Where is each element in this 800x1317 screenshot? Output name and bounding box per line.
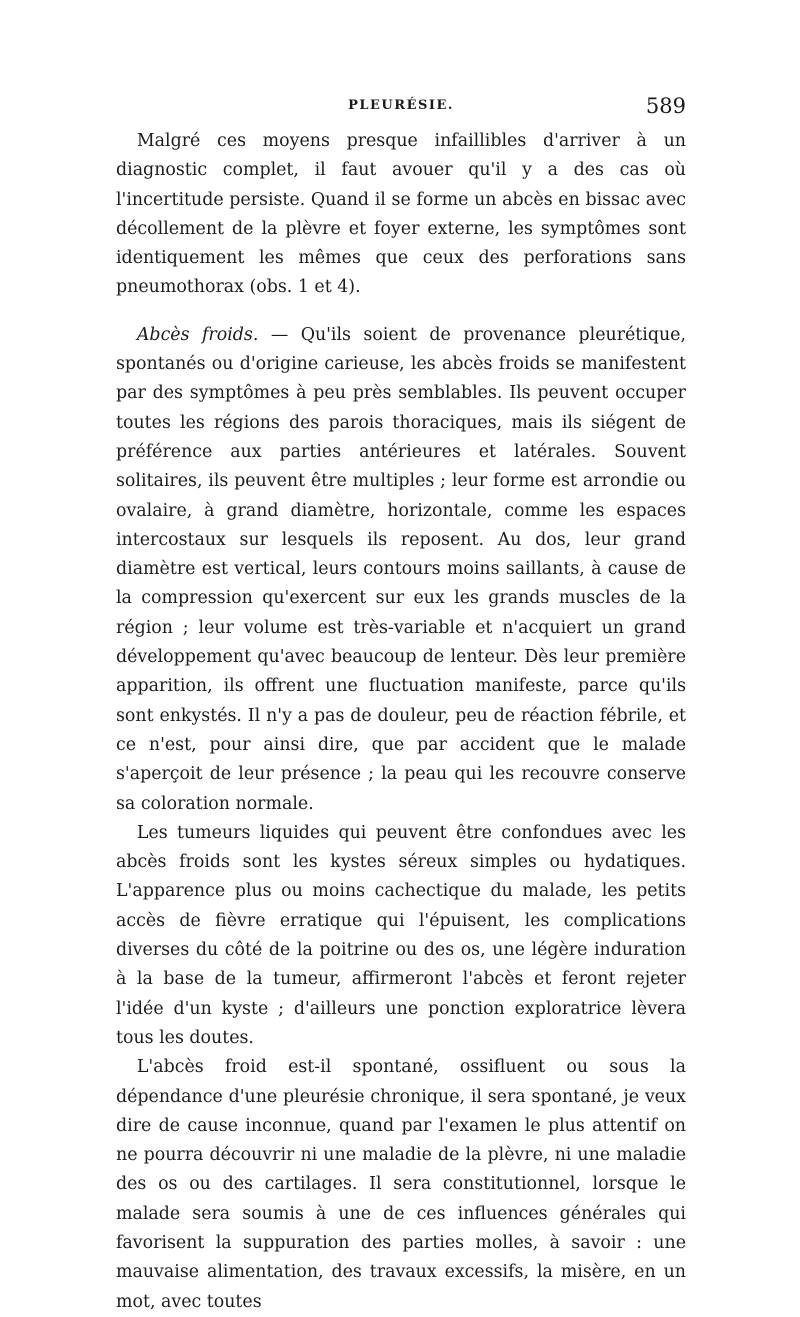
page-body [116,127,686,1317]
paragraph-4: L'abcès froid est-il spontané, ossifluent ou sous la dépendance d'une pleurésie chronique, il sera spontané, je veux dire de cause inconnue, quand par l'examen le plus attentif on ne pourra découvrir ni une maladie de la plèvre, ni une maladie des os ou des cartilages. Il sera constitutionnel, lorsque le malade sera soumis à une de ces influences générales qui favorisent la suppuration des parties molles, à savoir : une mauvaise alimentation, des travaux excessifs, la misère, en un mot, avec toutes [116,1057,686,1312]
section-title-abces-froids: Abcès froids. [136,324,259,345]
running-head [116,94,686,124]
section-separator: — [258,324,301,345]
paragraph-2 [116,321,686,819]
paragraph-1: Malgré ces moyens presque infaillibles d'arriver à un diagnostic complet, il faut avouer qu'il y a des cas où l'incertitude persiste. Quand il se forme un abcès en bissac avec décollement de la plèvre et foyer externe, les symptômes sont identiquement les mêmes que ceux des perforations sans pneumothorax (obs. 1 et 4). [116,131,686,298]
running-head-title: PLEURÉSIE. [348,98,454,113]
paragraph-3: Les tumeurs liquides qui peuvent être confondues avec les abcès froids sont les kystes séreux simples ou hydatiques. L'apparence plus ou moins cachectique du malade, les petits accès de fièvre erratique qui l'épuisent, les complications diverses du côté de la poitrine ou des os, une légère induration à la base de la tumeur, affirmeront l'abcès et feront rejeter l'idée d'un kyste ; d'ailleurs une ponction exploratrice lèvera tous les doutes. [116,822,686,1048]
page-number: 589 [645,94,686,118]
paragraph-2-text: Qu'ils soient de provenance pleurétique, spontanés ou d'origine carieuse, les abcès froids se manifestent par des symptômes à peu près semblables. Ils peuvent occuper toutes les régions des parois thoraciques, mais ils siégent de préférence aux parties antérieures et latérales. Souvent solitaires, ils peuvent être multiples ; leur forme est arrondie ou ovalaire, à grand diamètre, horizontale, comme les espaces intercostaux sur lesquels ils reposent. Au dos, leur grand diamètre est vertical, leurs contours moins saillants, à cause de la compression qu'exercent sur eux les grands muscles de la région ; leur volume est très-variable et n'acquiert un grand développement qu'avec beaucoup de lenteur. Dès leur première apparition, ils offrent une fluctuation manifeste, parce qu'ils sont enkystés. Il n'y a pas de douleur, peu de réaction fébrile, et ce n'est, pour ainsi dire, que par accident que le malade s'aperçoit de leur présence ; la peau qui les recouvre conserve sa coloration normale. [116,324,687,814]
